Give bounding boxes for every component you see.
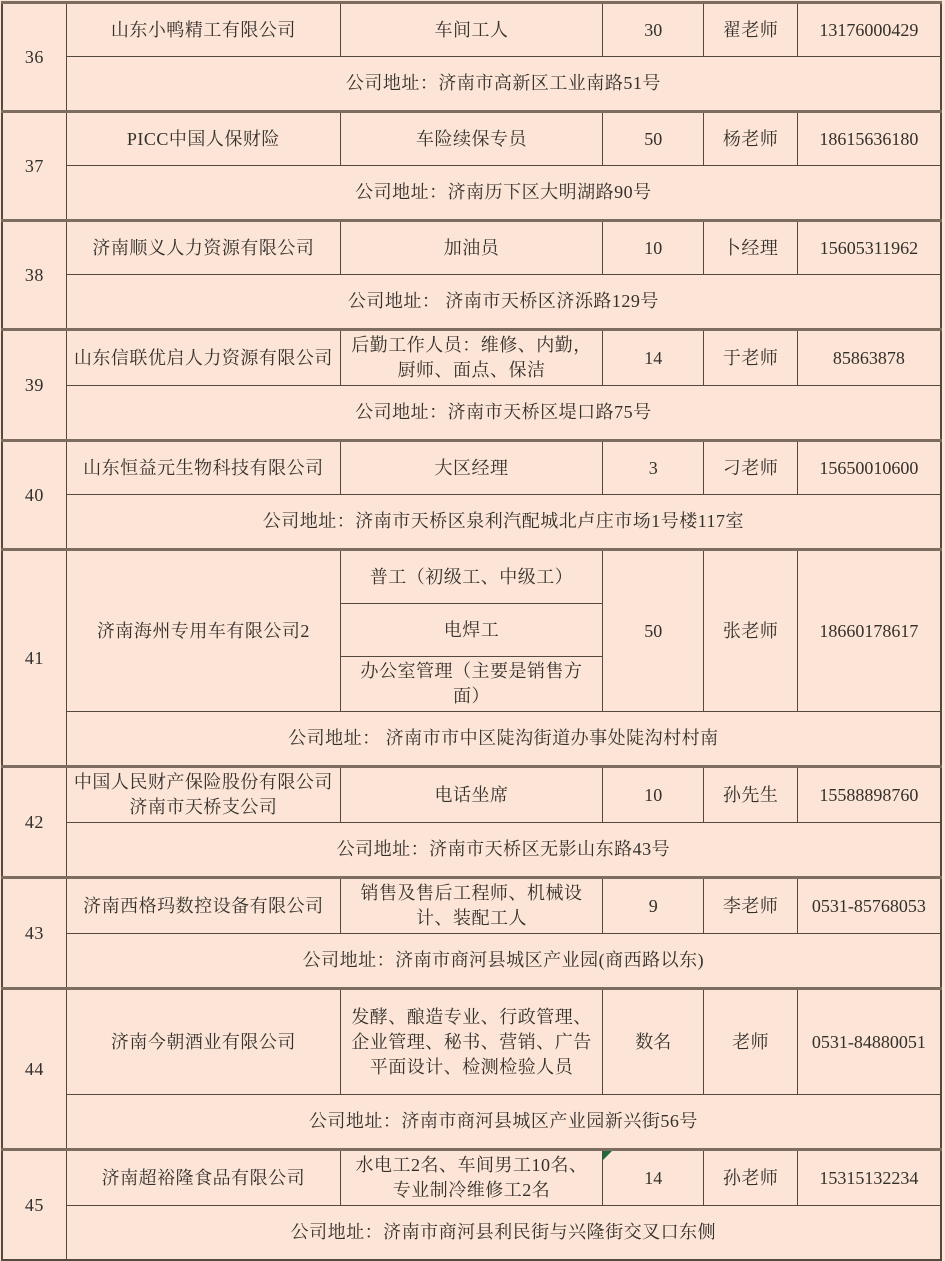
phone-number bbox=[797, 3, 941, 57]
company-address-text: 公司地址：济南市天桥区无影山东路43号 bbox=[336, 839, 671, 859]
job-position-text: 后勤工作人员：维修、内勤，厨师、面点、保洁 bbox=[351, 335, 592, 380]
row-number bbox=[2, 221, 66, 330]
company-name bbox=[66, 330, 340, 386]
phone-number-text: 15588898760 bbox=[819, 784, 919, 805]
job-position bbox=[340, 767, 602, 823]
phone-number bbox=[797, 221, 941, 275]
company-address-text: 公司地址：济南市商河县城区产业园(商西路以东) bbox=[302, 950, 705, 970]
company-address-text: 公司地址：济南市商河县利民街与兴隆街交叉口东侧 bbox=[290, 1222, 717, 1242]
company-name bbox=[66, 878, 340, 934]
job-position bbox=[340, 3, 602, 57]
company-address bbox=[66, 1206, 941, 1261]
headcount bbox=[603, 767, 704, 823]
company-address bbox=[66, 495, 941, 550]
phone-number-text: 13176000429 bbox=[819, 19, 919, 40]
phone-number bbox=[797, 550, 941, 712]
phone-number-text: 18660178617 bbox=[819, 620, 919, 641]
row-number bbox=[2, 878, 66, 989]
company-name bbox=[66, 550, 340, 712]
company-address bbox=[66, 823, 941, 878]
job-position-text: 车间工人 bbox=[434, 19, 509, 40]
contact-person-text: 翟老师 bbox=[722, 19, 779, 40]
phone-number-text: 0531-84880051 bbox=[811, 1031, 926, 1052]
company-name-text: 中国人民财产保险股份有限公司济南市天桥支公司 bbox=[73, 772, 333, 817]
job-listings-table bbox=[1, 1, 942, 1261]
headcount bbox=[603, 441, 704, 495]
table-row bbox=[2, 441, 941, 495]
job-position bbox=[340, 1150, 602, 1206]
row-number bbox=[2, 550, 66, 767]
phone-number bbox=[797, 112, 941, 166]
job-position-text: 销售及售后工程师、机械设计、装配工人 bbox=[360, 883, 583, 928]
contact-person-text: 杨老师 bbox=[722, 128, 779, 149]
company-name-text: 山东恒益元生物科技有限公司 bbox=[83, 457, 324, 478]
table-row bbox=[2, 934, 941, 989]
company-name-text: 济南海州专用车有限公司2 bbox=[96, 620, 310, 641]
contact-person bbox=[704, 878, 797, 934]
company-name bbox=[66, 1150, 340, 1206]
contact-person bbox=[704, 767, 797, 823]
headcount-text: 10 bbox=[644, 237, 663, 258]
company-name-text: 济南顺义人力资源有限公司 bbox=[92, 237, 315, 258]
row-number-text: 45 bbox=[24, 1194, 44, 1215]
contact-person bbox=[704, 441, 797, 495]
contact-person-text: 孙先生 bbox=[722, 784, 779, 805]
phone-number bbox=[797, 767, 941, 823]
contact-person-text: 孙老师 bbox=[722, 1167, 779, 1188]
row-number bbox=[2, 989, 66, 1150]
job-position-text: 发酵、酿造专业、行政管理、企业管理、秘书、营销、广告平面设计、检测检验人员 bbox=[351, 1006, 592, 1077]
headcount-text: 10 bbox=[644, 784, 663, 805]
contact-person bbox=[704, 221, 797, 275]
contact-person bbox=[704, 989, 797, 1095]
table-row bbox=[2, 1150, 941, 1206]
job-position bbox=[340, 112, 602, 166]
row-number-text: 40 bbox=[24, 484, 44, 505]
headcount bbox=[603, 989, 704, 1095]
job-position bbox=[340, 989, 602, 1095]
job-position bbox=[340, 441, 602, 495]
row-number-text: 37 bbox=[24, 155, 44, 176]
contact-person bbox=[704, 550, 797, 712]
row-number bbox=[2, 1150, 66, 1261]
row-number bbox=[2, 3, 66, 112]
headcount bbox=[603, 112, 704, 166]
job-position-text: 办公室管理（主要是销售方面） bbox=[360, 661, 583, 706]
error-indicator-icon bbox=[603, 1151, 612, 1160]
table-row bbox=[2, 823, 941, 878]
company-address bbox=[66, 712, 941, 767]
headcount bbox=[603, 550, 704, 712]
job-position bbox=[340, 330, 602, 386]
table-row bbox=[2, 330, 941, 386]
company-name bbox=[66, 989, 340, 1095]
job-position bbox=[340, 221, 602, 275]
company-name-text: 山东信联优启人力资源有限公司 bbox=[73, 347, 333, 368]
company-name bbox=[66, 112, 340, 166]
phone-number-text: 18615636180 bbox=[819, 128, 919, 149]
headcount-text: 14 bbox=[644, 347, 663, 368]
contact-person bbox=[704, 112, 797, 166]
company-name-text: 济南西格玛数控设备有限公司 bbox=[83, 895, 324, 916]
row-number-text: 43 bbox=[24, 922, 44, 943]
company-address bbox=[66, 1095, 941, 1150]
contact-person bbox=[704, 1150, 797, 1206]
row-number bbox=[2, 112, 66, 221]
company-name bbox=[66, 767, 340, 823]
row-number bbox=[2, 767, 66, 878]
table-row bbox=[2, 712, 941, 767]
company-address bbox=[66, 275, 941, 330]
headcount bbox=[603, 221, 704, 275]
row-number-text: 36 bbox=[24, 46, 44, 67]
phone-number-text: 0531-85768053 bbox=[811, 895, 926, 916]
headcount bbox=[603, 1150, 704, 1206]
table-row bbox=[2, 550, 941, 604]
headcount-text: 3 bbox=[648, 457, 658, 478]
phone-number-text: 15650010600 bbox=[819, 457, 919, 478]
job-position-text: 电焊工 bbox=[443, 619, 500, 640]
company-address-text: 公司地址：济南历下区大明湖路90号 bbox=[355, 182, 652, 202]
table-row bbox=[2, 767, 941, 823]
company-address-text: 公司地址：济南市天桥区堤口路75号 bbox=[355, 402, 652, 422]
job-position-text: 大区经理 bbox=[434, 457, 509, 478]
row-number-text: 42 bbox=[24, 811, 44, 832]
job-position-text: 电话坐席 bbox=[434, 784, 509, 805]
headcount-text: 9 bbox=[648, 895, 658, 916]
row-number-text: 41 bbox=[24, 647, 44, 668]
job-position bbox=[340, 878, 602, 934]
table-row bbox=[2, 1206, 941, 1261]
table-row bbox=[2, 495, 941, 550]
table-row bbox=[2, 221, 941, 275]
contact-person-text: 刁老师 bbox=[722, 457, 779, 478]
row-number bbox=[2, 441, 66, 550]
phone-number bbox=[797, 1150, 941, 1206]
headcount-text: 30 bbox=[644, 19, 663, 40]
job-position bbox=[340, 550, 602, 604]
job-position-text: 普工（初级工、中级工） bbox=[369, 566, 574, 587]
headcount-text: 14 bbox=[644, 1167, 663, 1188]
headcount-text: 数名 bbox=[635, 1031, 672, 1052]
contact-person-text: 李老师 bbox=[722, 895, 779, 916]
headcount bbox=[603, 330, 704, 386]
company-address bbox=[66, 934, 941, 989]
company-address bbox=[66, 57, 941, 112]
company-address bbox=[66, 386, 941, 441]
company-name-text: 济南今朝酒业有限公司 bbox=[110, 1031, 296, 1052]
table-row bbox=[2, 166, 941, 221]
contact-person-text: 老师 bbox=[732, 1031, 770, 1052]
job-position-text: 水电工2名、车间男工10名、专业制冷维修工2名 bbox=[355, 1155, 588, 1200]
contact-person bbox=[704, 330, 797, 386]
company-name-text: 山东小鸭精工有限公司 bbox=[110, 19, 296, 40]
table-row bbox=[2, 878, 941, 934]
contact-person-text: 卜经理 bbox=[722, 237, 779, 258]
job-position bbox=[340, 657, 602, 712]
phone-number-text: 15605311962 bbox=[819, 237, 919, 258]
phone-number bbox=[797, 878, 941, 934]
table-row bbox=[2, 3, 941, 57]
row-number-text: 44 bbox=[24, 1058, 44, 1079]
job-position-text: 车险续保专员 bbox=[415, 128, 527, 149]
contact-person bbox=[704, 3, 797, 57]
company-address-text: 公司地址： 济南市市中区陡沟街道办事处陡沟村村南 bbox=[288, 728, 719, 748]
company-address-text: 公司地址：济南市天桥区泉利汽配城北卢庄市场1号楼117室 bbox=[262, 511, 745, 531]
contact-person-text: 张老师 bbox=[722, 620, 779, 641]
job-position-text: 加油员 bbox=[443, 237, 500, 258]
company-address bbox=[66, 166, 941, 221]
job-position bbox=[340, 604, 602, 657]
headcount bbox=[603, 878, 704, 934]
table-row bbox=[2, 989, 941, 1095]
table-row bbox=[2, 112, 941, 166]
company-name-text: PICC中国人保财险 bbox=[126, 128, 280, 149]
phone-number bbox=[797, 989, 941, 1095]
company-name bbox=[66, 441, 340, 495]
headcount-text: 50 bbox=[644, 128, 663, 149]
table-row bbox=[2, 1095, 941, 1150]
company-name bbox=[66, 221, 340, 275]
phone-number-text: 15315132234 bbox=[819, 1167, 919, 1188]
table-row bbox=[2, 386, 941, 441]
headcount bbox=[603, 3, 704, 57]
row-number-text: 38 bbox=[24, 264, 44, 285]
row-number bbox=[2, 330, 66, 441]
company-address-text: 公司地址：济南市商河县城区产业园新兴街56号 bbox=[308, 1111, 698, 1131]
company-name-text: 济南超裕隆食品有限公司 bbox=[101, 1167, 306, 1188]
table-row bbox=[2, 57, 941, 112]
contact-person-text: 于老师 bbox=[722, 347, 779, 368]
company-name bbox=[66, 3, 340, 57]
row-number-text: 39 bbox=[24, 374, 44, 395]
headcount-text: 50 bbox=[644, 620, 663, 641]
company-address-text: 公司地址：济南市高新区工业南路51号 bbox=[345, 73, 661, 93]
table-row bbox=[2, 275, 941, 330]
phone-number bbox=[797, 330, 941, 386]
phone-number bbox=[797, 441, 941, 495]
phone-number-text: 85863878 bbox=[832, 347, 905, 368]
company-address-text: 公司地址： 济南市天桥区济泺路129号 bbox=[347, 291, 659, 311]
